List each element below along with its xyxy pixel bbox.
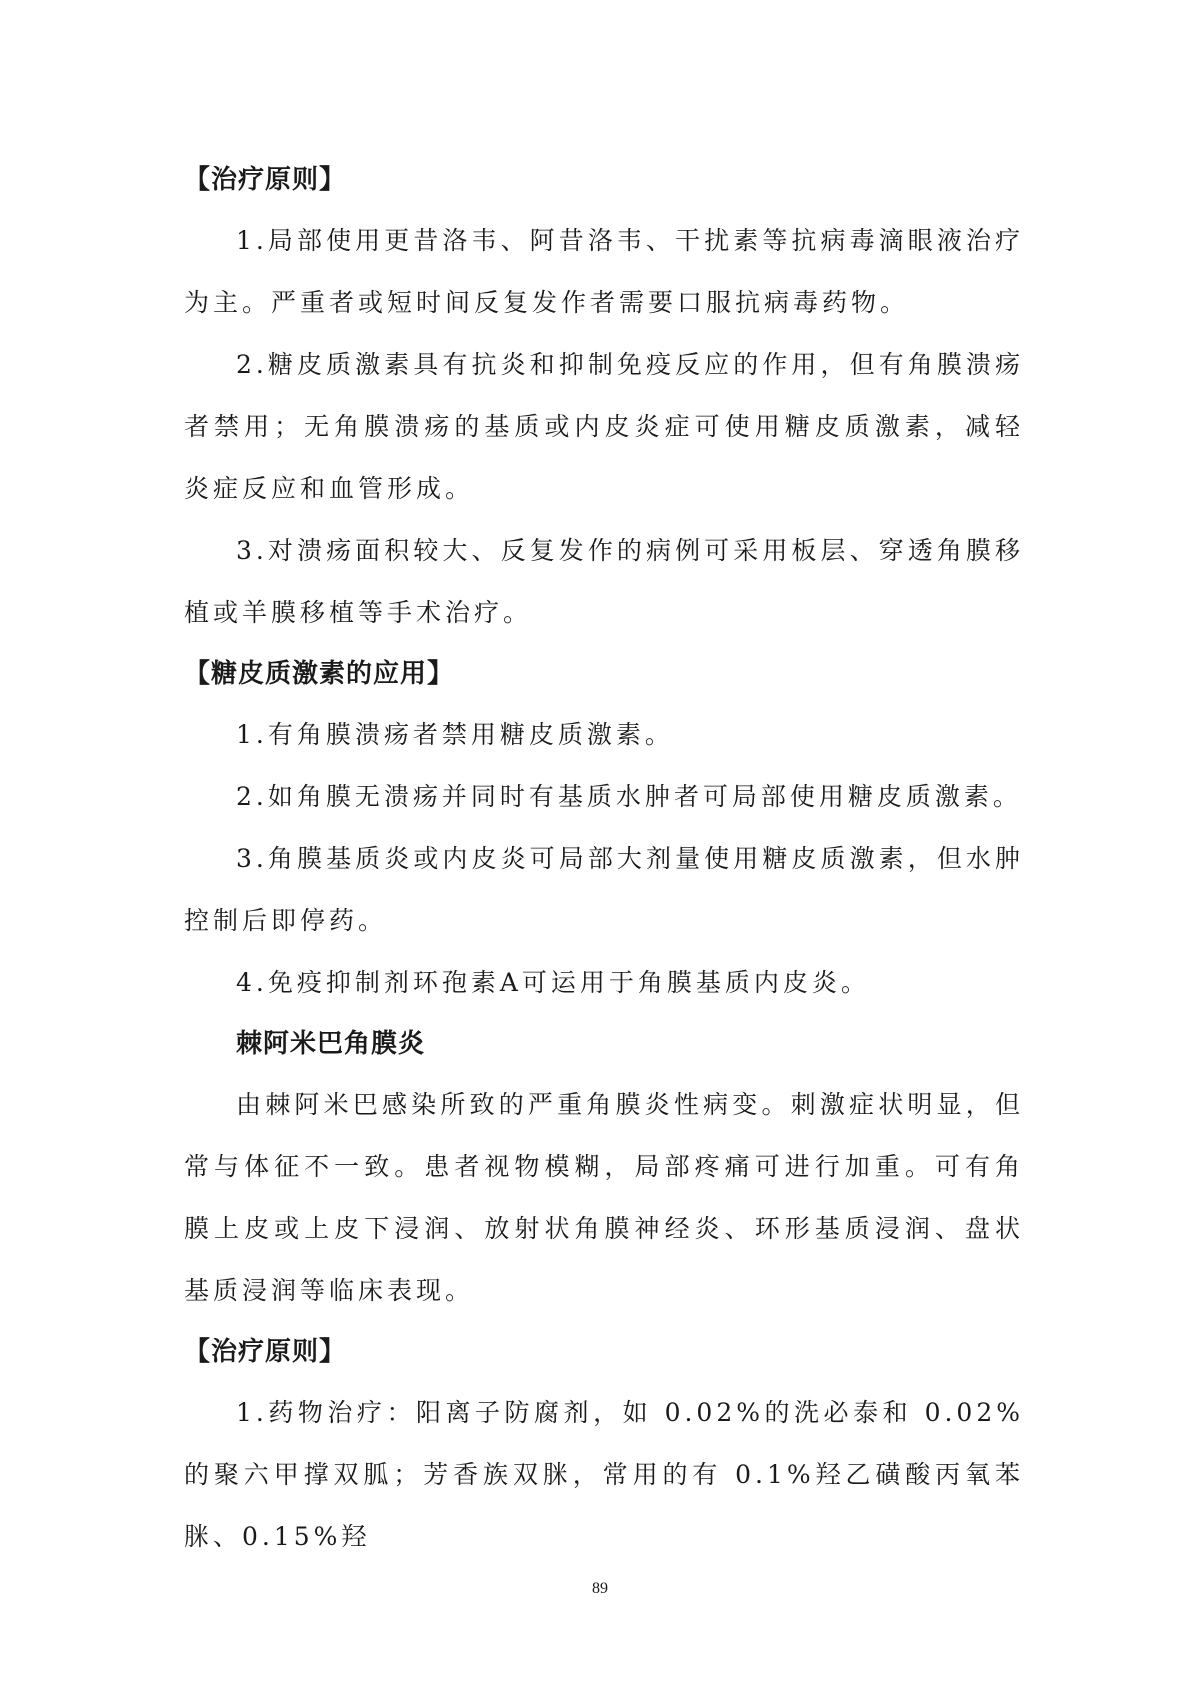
section-heading-treatment-principles: 【治疗原则】: [184, 165, 347, 195]
paragraph: 1.药物治疗：阳离子防腐剂，如 0.02%的洗必泰和 0.02%的聚六甲撑双胍；芳香族双脒，常用的有 0.1%羟乙磺酸丙氧苯脒、0.15%羟: [184, 1398, 1024, 1551]
section-heading-corticosteroid-use: 【糖皮质激素的应用】: [184, 659, 455, 689]
paragraph: 1.有角膜溃疡者禁用糖皮质激素。: [236, 720, 674, 749]
paragraph: 由棘阿米巴感染所致的严重角膜炎性病变。刺激症状明显，但常与体征不一致。患者视物模糊，局部疼痛可进行加重。可有角膜上皮或上皮下浸润、放射状角膜神经炎、环形基质浸润、盘状基质浸润等临床表现。: [184, 1090, 1024, 1305]
paragraph: 2.糖皮质激素具有抗炎和抑制免疫反应的作用，但有角膜溃疡者禁用；无角膜溃疡的基质或内皮炎症可使用糖皮质激素，减轻炎症反应和血管形成。: [184, 350, 1024, 503]
paragraph: 4.免疫抑制剂环孢素A可运用于角膜基质内皮炎。: [236, 968, 870, 997]
paragraph: 3.对溃疡面积较大、反复发作的病例可采用板层、穿透角膜移植或羊膜移植等手术治疗。: [184, 536, 1024, 627]
page-number: 89: [592, 1580, 608, 1597]
paragraph: 2.如角膜无溃疡并同时有基质水肿者可局部使用糖皮质激素。: [236, 782, 1022, 811]
section-heading-acanthamoeba-keratitis: 棘阿米巴角膜炎: [236, 1029, 426, 1059]
document-page: [184, 150, 1024, 1568]
paragraph: 3.角膜基质炎或内皮炎可局部大剂量使用糖皮质激素，但水肿控制后即停药。: [184, 844, 1024, 935]
section-heading-treatment-principles: 【治疗原则】: [184, 1337, 347, 1367]
paragraph: 1.局部使用更昔洛韦、阿昔洛韦、干扰素等抗病毒滴眼液治疗为主。严重者或短时间反复发作者需要口服抗病毒药物。: [184, 226, 1024, 317]
